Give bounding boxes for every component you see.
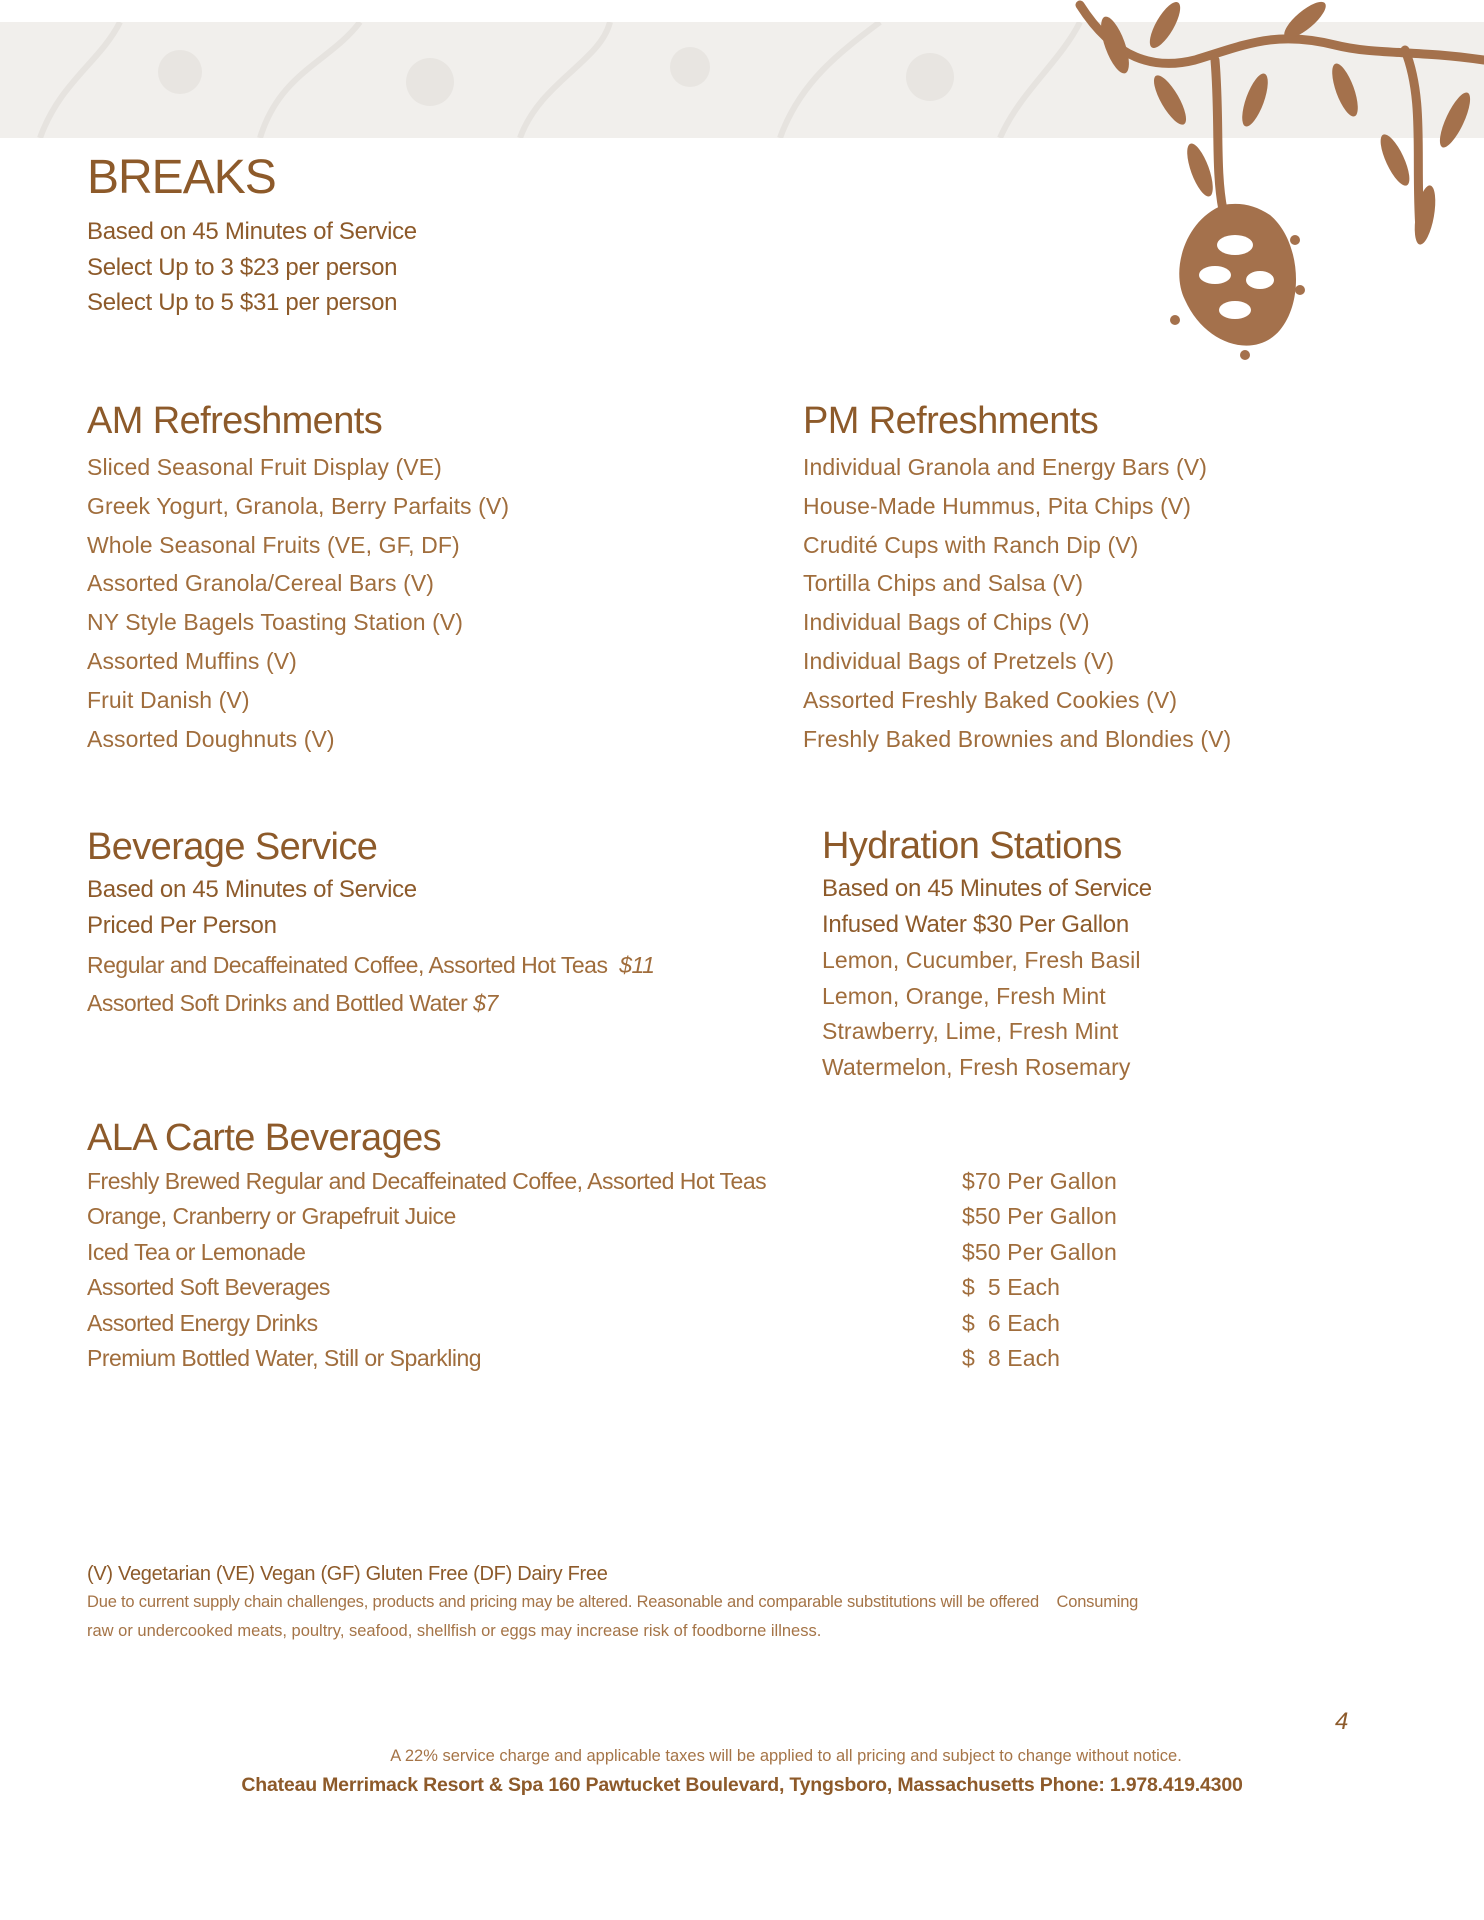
item-price: $11 [619, 952, 655, 978]
beverage-item [87, 987, 498, 1019]
hydration-list [822, 943, 1141, 1085]
ala-item-price: $50 Per Gallon [962, 1238, 1117, 1265]
list-item: Strawberry, Lime, Fresh Mint [822, 1018, 1119, 1044]
hydration-pricing: Infused Water $30 Per Gallon [822, 911, 1129, 938]
item-price: $7 [473, 990, 498, 1016]
page-number: 4 [1335, 1708, 1349, 1735]
ala-item-name: Orange, Cranberry or Grapefruit Juice [87, 1203, 456, 1230]
dietary-legend: (V) Vegetarian (VE) Vegan (GF) Gluten Free (DF) Dairy Free [87, 1563, 608, 1585]
ala-item-name: Assorted Soft Beverages [87, 1274, 330, 1301]
ala-item-price: $ 6 Each [962, 1309, 1061, 1336]
list-item: Assorted Freshly Baked Cookies (V) [803, 686, 1178, 713]
list-item: Individual Bags of Pretzels (V) [803, 647, 1115, 674]
ala-item-name: Assorted Energy Drinks [87, 1309, 318, 1336]
service-duration: Based on 45 Minutes of Service [87, 218, 417, 245]
list-item: Lemon, Cucumber, Fresh Basil [822, 947, 1141, 973]
pm-heading: PM Refreshments [803, 400, 1099, 442]
beverage-heading: Beverage Service [87, 826, 378, 868]
item-name: Regular and Decaffeinated Coffee, Assorted Hot Teas [87, 952, 608, 978]
ala-item-price: $50 Per Gallon [962, 1203, 1117, 1230]
list-item: Lemon, Orange, Fresh Mint [822, 982, 1106, 1009]
am-list [87, 448, 509, 758]
ala-item-price: $ 5 Each [962, 1274, 1061, 1301]
list-item: Crudité Cups with Ranch Dip (V) [803, 531, 1139, 558]
resort-address: Chateau Merrimack Resort & Spa 160 Pawtucket Boulevard, Tyngsboro, Massachusetts Phone: 1.978.419.4300 [241, 1774, 1243, 1796]
ala-item-price: $70 Per Gallon [962, 1168, 1117, 1194]
ala-heading: ALA Carte Beverages [87, 1117, 442, 1159]
pm-list [803, 448, 1231, 758]
price-tier-3: Select Up to 3 $23 per person [87, 253, 398, 281]
list-item: Fruit Danish (V) [87, 686, 250, 713]
list-item: Freshly Baked Brownies and Blondies (V) [803, 725, 1232, 752]
price-tier-5: Select Up to 5 $31 per person [87, 289, 398, 316]
service-charge-note: A 22% service charge and applicable taxes will be applied to all pricing and subject to change without notice. [390, 1747, 1182, 1765]
breaks-pricing [87, 214, 417, 321]
am-heading: AM Refreshments [87, 400, 383, 442]
ala-item-name: Freshly Brewed Regular and Decaffeinated Coffee, Assorted Hot Teas [87, 1168, 767, 1194]
beverage-item [87, 949, 654, 981]
item-name: Assorted Soft Drinks and Bottled Water [87, 990, 468, 1016]
hydration-duration: Based on 45 Minutes of Service [822, 875, 1152, 902]
beverage-duration: Based on 45 Minutes of Service [87, 876, 417, 903]
list-item: Assorted Granola/Cereal Bars (V) [87, 570, 435, 597]
list-item: Tortilla Chips and Salsa (V) [803, 570, 1084, 597]
list-item: NY Style Bagels Toasting Station (V) [87, 609, 464, 636]
floral-branch-ornament-icon [1075, 0, 1484, 365]
list-item: Watermelon, Fresh Rosemary [822, 1053, 1131, 1080]
list-item: Greek Yogurt, Granola, Berry Parfaits (V) [87, 492, 510, 519]
list-item: House-Made Hummus, Pita Chips (V) [803, 492, 1192, 519]
hydration-heading: Hydration Stations [822, 825, 1122, 867]
ala-item-name: Premium Bottled Water, Still or Sparkling [87, 1344, 482, 1371]
list-item: Assorted Muffins (V) [87, 647, 297, 674]
disclaimer-line-1: Due to current supply chain challenges, products and pricing may be altered. Reasonable and comparable substitutions will be offered Consuming [87, 1593, 1139, 1611]
ala-item-name: Iced Tea or Lemonade [87, 1238, 306, 1265]
list-item: Individual Bags of Chips (V) [803, 609, 1090, 636]
beverage-pricing-note: Priced Per Person [87, 912, 277, 939]
disclaimer-line-2: raw or undercooked meats, poultry, seafood, shellfish or eggs may increase risk of foodborne illness. [87, 1622, 822, 1640]
page-title: BREAKS [87, 151, 276, 204]
list-item: Sliced Seasonal Fruit Display (VE) [87, 454, 442, 480]
ala-prices [962, 1164, 1117, 1376]
list-item: Assorted Doughnuts (V) [87, 725, 335, 752]
list-item: Individual Granola and Energy Bars (V) [803, 454, 1207, 480]
ala-item-price: $ 8 Each [962, 1344, 1061, 1371]
list-item: Whole Seasonal Fruits (VE, GF, DF) [87, 531, 460, 558]
ala-names [87, 1164, 766, 1376]
